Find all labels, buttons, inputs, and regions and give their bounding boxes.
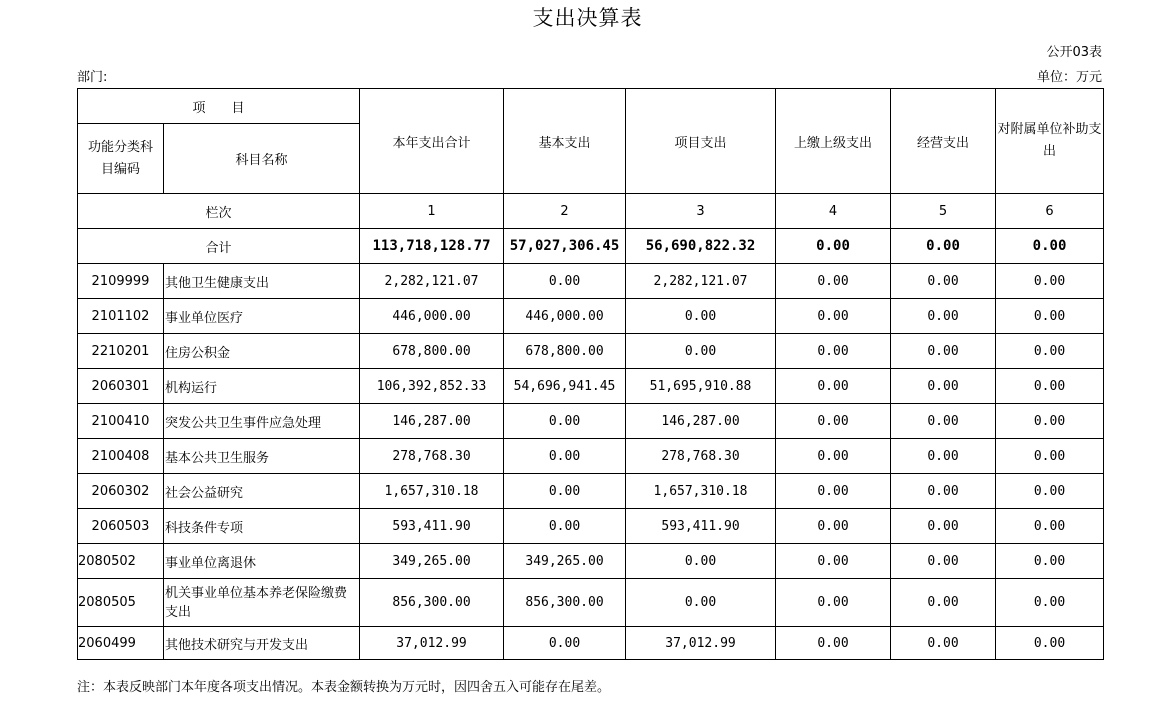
header-row-label: 栏次 [78, 194, 360, 229]
row-value: 0.00 [891, 299, 996, 334]
row-value: 0.00 [776, 299, 891, 334]
row-value: 0.00 [891, 627, 996, 660]
row-value: 0.00 [776, 264, 891, 299]
table-row [78, 334, 1104, 369]
row-code: 2109999 [78, 264, 164, 299]
table-row [78, 264, 1104, 299]
department-label: 部门: [77, 70, 108, 85]
row-value: 0.00 [996, 579, 1104, 627]
row-value: 0.00 [891, 579, 996, 627]
header-col-5: 经营支出 [891, 89, 996, 194]
row-value: 0.00 [891, 439, 996, 474]
row-value: 2,282,121.07 [626, 264, 776, 299]
row-value: 678,800.00 [360, 334, 504, 369]
header-col-1: 本年支出合计 [360, 89, 504, 194]
row-value: 856,300.00 [504, 579, 626, 627]
row-value: 0.00 [626, 579, 776, 627]
row-value: 0.00 [626, 544, 776, 579]
row-value: 0.00 [504, 439, 626, 474]
row-value: 1,657,310.18 [626, 474, 776, 509]
col-num-1: 1 [360, 194, 504, 229]
row-value: 51,695,910.88 [626, 369, 776, 404]
row-name: 其他卫生健康支出 [164, 264, 360, 299]
row-value: 0.00 [996, 544, 1104, 579]
col-num-6: 6 [996, 194, 1104, 229]
row-code: 2080505 [78, 579, 164, 627]
row-value: 0.00 [996, 439, 1104, 474]
row-value: 0.00 [996, 509, 1104, 544]
total-value: 0.00 [891, 229, 996, 264]
table-row [78, 404, 1104, 439]
total-value: 56,690,822.32 [626, 229, 776, 264]
row-name: 事业单位离退休 [164, 544, 360, 579]
row-value: 146,287.00 [360, 404, 504, 439]
row-name: 其他技术研究与开发支出 [164, 627, 360, 660]
total-value: 113,718,128.77 [360, 229, 504, 264]
row-value: 446,000.00 [360, 299, 504, 334]
total-value: 0.00 [776, 229, 891, 264]
row-code: 2101102 [78, 299, 164, 334]
row-name: 科技条件专项 [164, 509, 360, 544]
header-func-code: 功能分类科目编码 [78, 124, 164, 194]
row-code: 2060302 [78, 474, 164, 509]
table-note: 注：本表反映部门本年度各项支出情况。本表金额转换为万元时，因四舍五入可能存在尾差。 [77, 680, 611, 695]
row-value: 678,800.00 [504, 334, 626, 369]
row-value: 0.00 [996, 474, 1104, 509]
total-value: 57,027,306.45 [504, 229, 626, 264]
row-value: 0.00 [891, 404, 996, 439]
col-num-5: 5 [891, 194, 996, 229]
row-value: 0.00 [891, 334, 996, 369]
row-value: 1,657,310.18 [360, 474, 504, 509]
row-value: 0.00 [776, 509, 891, 544]
row-name: 机关事业单位基本养老保险缴费支出 [164, 579, 360, 627]
row-value: 446,000.00 [504, 299, 626, 334]
row-value: 349,265.00 [504, 544, 626, 579]
row-value: 0.00 [776, 439, 891, 474]
row-value: 0.00 [504, 509, 626, 544]
row-value: 146,287.00 [626, 404, 776, 439]
row-name: 住房公积金 [164, 334, 360, 369]
row-code: 2060301 [78, 369, 164, 404]
row-value: 0.00 [996, 369, 1104, 404]
row-value: 0.00 [504, 627, 626, 660]
row-code: 2080502 [78, 544, 164, 579]
row-value: 0.00 [891, 544, 996, 579]
row-value: 0.00 [891, 474, 996, 509]
row-value: 0.00 [776, 404, 891, 439]
header-item: 项 目 [78, 89, 360, 124]
row-value: 0.00 [626, 299, 776, 334]
row-name: 事业单位医疗 [164, 299, 360, 334]
expenditure-table [77, 88, 1104, 660]
row-value: 0.00 [504, 404, 626, 439]
table-row [78, 474, 1104, 509]
row-code: 2100408 [78, 439, 164, 474]
page-title: 支出决算表 [532, 6, 643, 30]
row-code: 2060499 [78, 627, 164, 660]
col-num-4: 4 [776, 194, 891, 229]
row-value: 0.00 [776, 369, 891, 404]
row-value: 106,392,852.33 [360, 369, 504, 404]
row-value: 349,265.00 [360, 544, 504, 579]
row-value: 0.00 [996, 627, 1104, 660]
table-row [78, 509, 1104, 544]
row-name: 机构运行 [164, 369, 360, 404]
row-value: 0.00 [776, 334, 891, 369]
total-value: 0.00 [996, 229, 1104, 264]
form-number: 公开03表 [1046, 45, 1102, 60]
row-value: 0.00 [891, 369, 996, 404]
header-col-6: 对附属单位补助支出 [996, 89, 1104, 194]
header-col-3: 项目支出 [626, 89, 776, 194]
header-col-2: 基本支出 [504, 89, 626, 194]
row-value: 0.00 [776, 627, 891, 660]
row-value: 0.00 [996, 334, 1104, 369]
row-value: 37,012.99 [360, 627, 504, 660]
row-name: 基本公共卫生服务 [164, 439, 360, 474]
unit-label: 单位：万元 [1036, 70, 1102, 85]
row-value: 0.00 [996, 299, 1104, 334]
row-value: 0.00 [776, 579, 891, 627]
row-value: 278,768.30 [360, 439, 504, 474]
row-value: 593,411.90 [626, 509, 776, 544]
row-value: 0.00 [504, 264, 626, 299]
total-row [78, 229, 1104, 264]
row-value: 856,300.00 [360, 579, 504, 627]
row-value: 0.00 [891, 509, 996, 544]
row-value: 0.00 [504, 474, 626, 509]
row-value: 0.00 [996, 264, 1104, 299]
header-subject-name: 科目名称 [164, 124, 360, 194]
table-row [78, 439, 1104, 474]
row-value: 0.00 [776, 474, 891, 509]
row-name: 社会公益研究 [164, 474, 360, 509]
row-name: 突发公共卫生事件应急处理 [164, 404, 360, 439]
row-value: 593,411.90 [360, 509, 504, 544]
row-value: 0.00 [776, 544, 891, 579]
row-code: 2100410 [78, 404, 164, 439]
row-value: 278,768.30 [626, 439, 776, 474]
table-row [78, 369, 1104, 404]
row-value: 37,012.99 [626, 627, 776, 660]
row-value: 54,696,941.45 [504, 369, 626, 404]
table-row [78, 299, 1104, 334]
table-row [78, 627, 1104, 660]
row-value: 0.00 [891, 264, 996, 299]
row-code: 2210201 [78, 334, 164, 369]
table-row [78, 544, 1104, 579]
col-num-3: 3 [626, 194, 776, 229]
header-col-4: 上缴上级支出 [776, 89, 891, 194]
row-value: 2,282,121.07 [360, 264, 504, 299]
col-num-2: 2 [504, 194, 626, 229]
row-value: 0.00 [626, 334, 776, 369]
row-value: 0.00 [996, 404, 1104, 439]
total-label: 合计 [78, 229, 360, 264]
row-code: 2060503 [78, 509, 164, 544]
table-row [78, 579, 1104, 627]
